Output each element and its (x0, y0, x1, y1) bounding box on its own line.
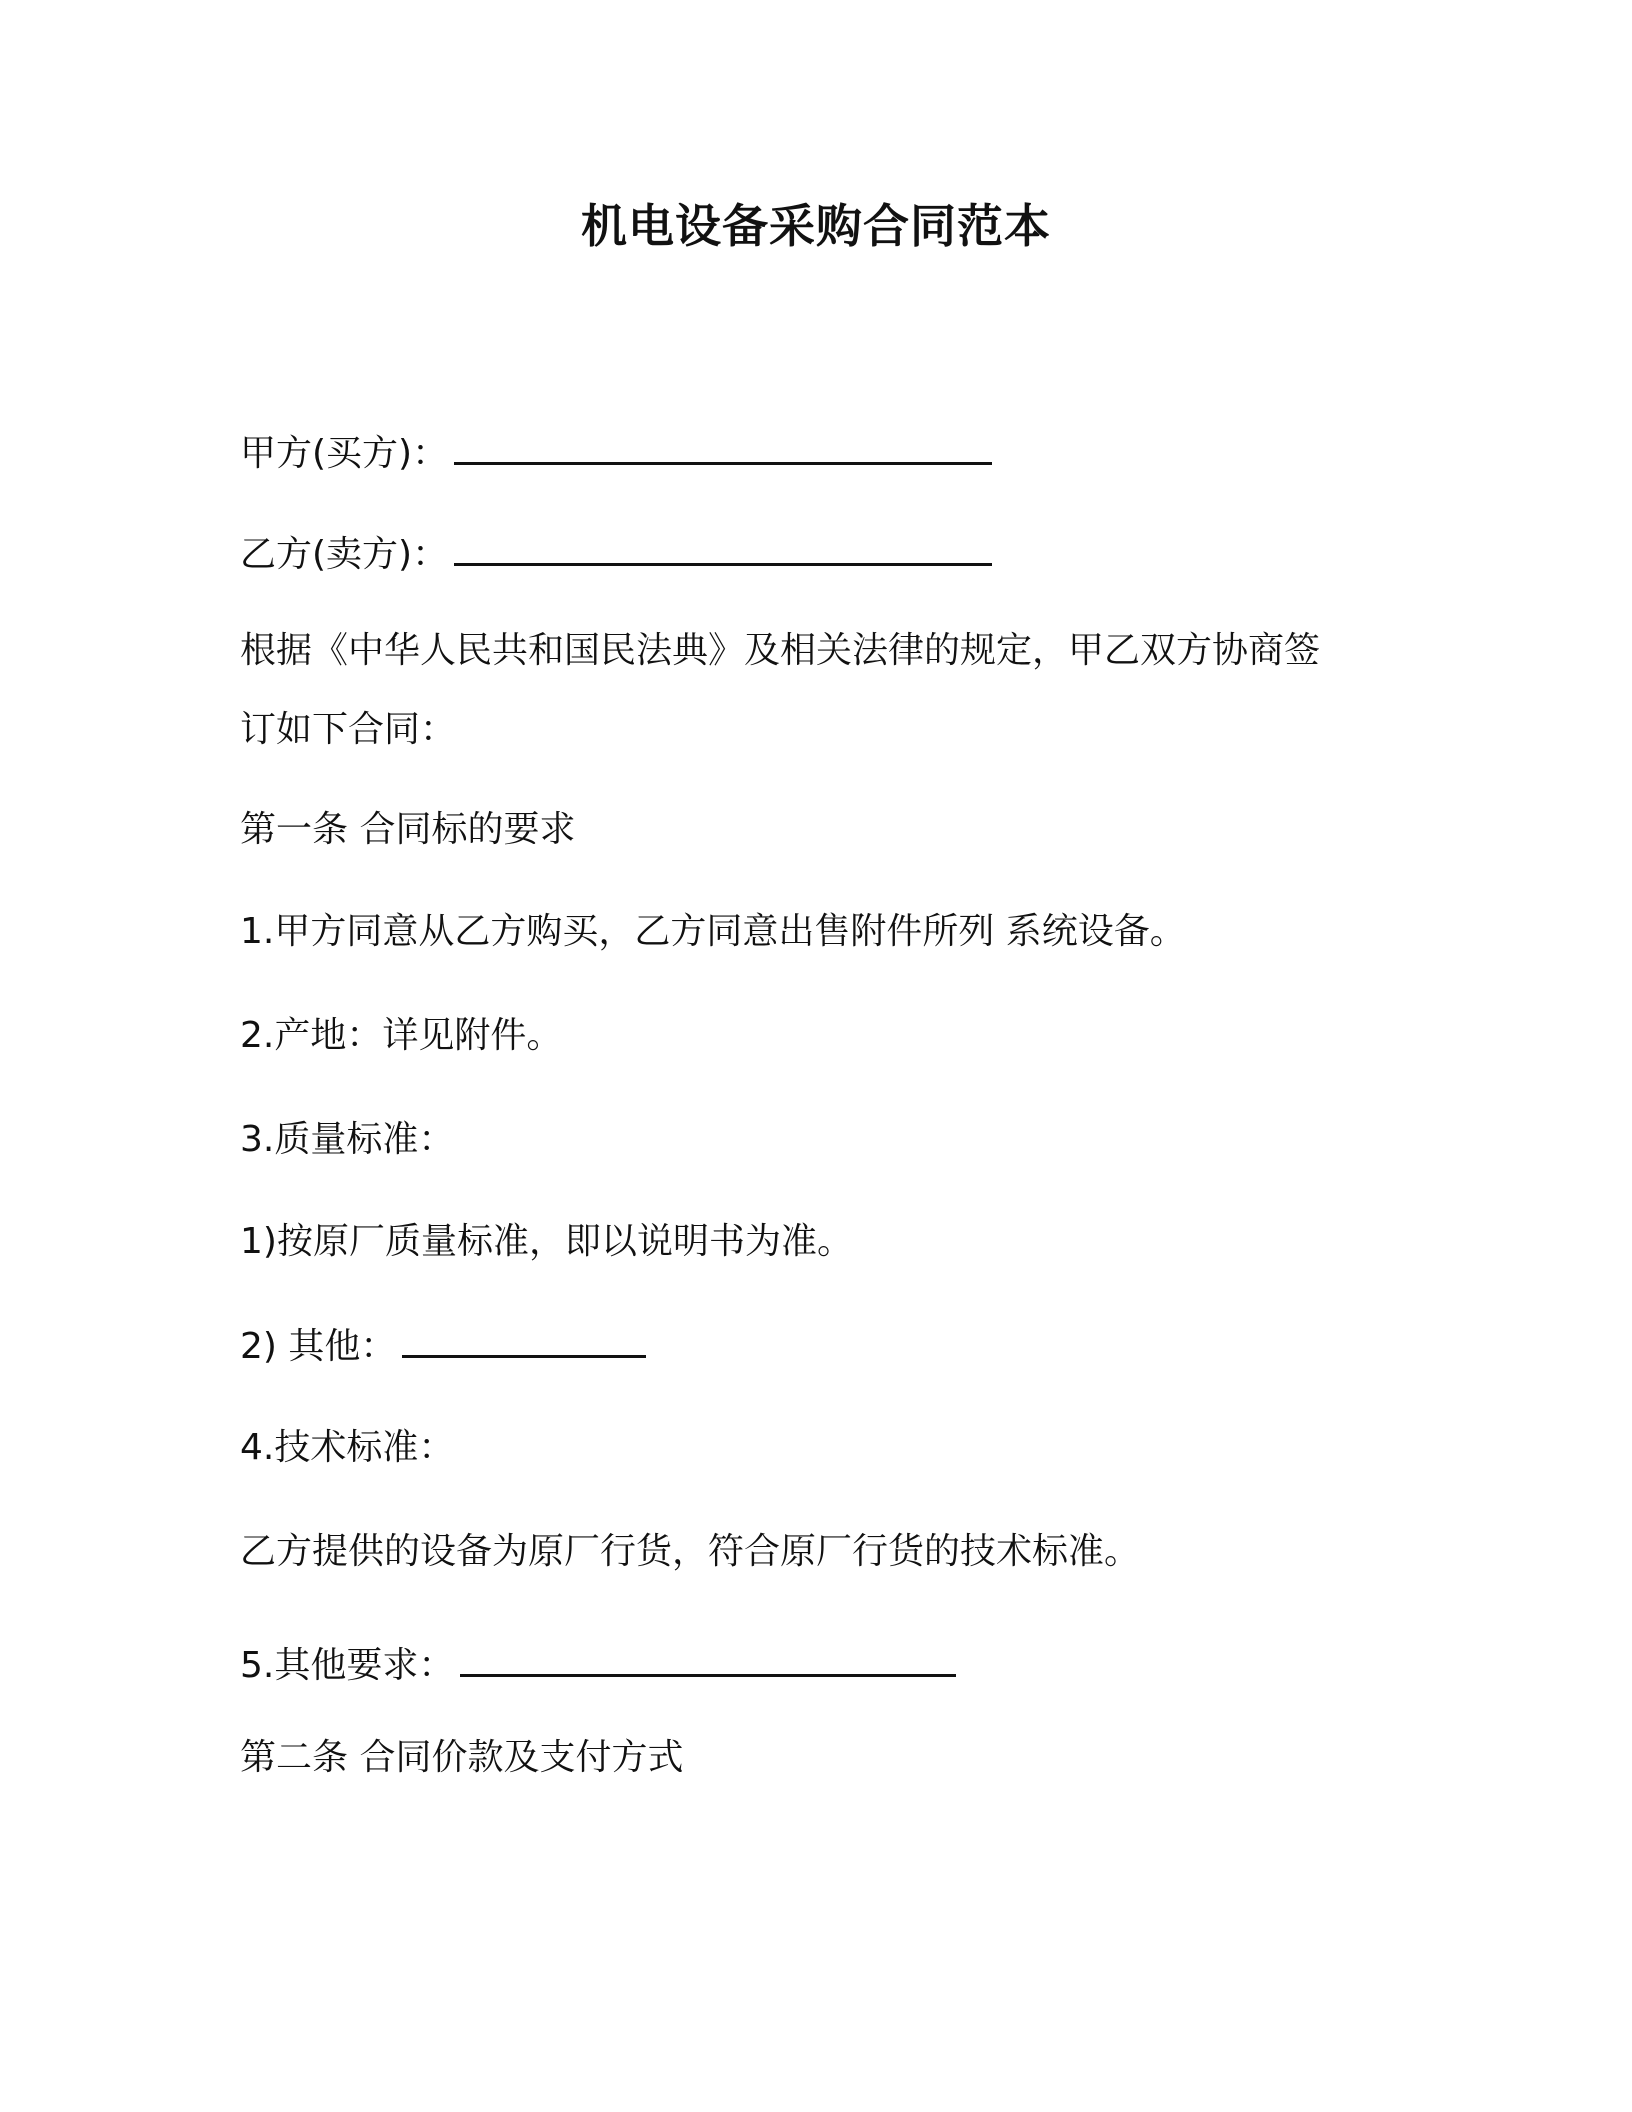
party-b-line (240, 529, 992, 579)
item-3-2-label: 2) 其他： (240, 1326, 397, 1367)
article-1-heading: 第一条 合同标的要求 (240, 809, 576, 850)
item-4: 4.技术标准： (240, 1427, 455, 1468)
item-5-blank[interactable] (460, 1640, 956, 1677)
intro-line-2: 订如下合同： (240, 709, 457, 750)
party-b-label: 乙方(卖方)： (240, 534, 449, 575)
item-3-2-blank[interactable] (402, 1321, 646, 1358)
item-5-line (240, 1640, 956, 1690)
item-1: 1.甲方同意从乙方购买，乙方同意出售附件所列 系统设备。 (240, 911, 1186, 952)
party-a-label: 甲方(买方)： (240, 433, 449, 474)
item-3-2-line (240, 1321, 646, 1371)
party-a-blank[interactable] (454, 428, 992, 465)
party-b-blank[interactable] (454, 529, 992, 566)
party-a-line (240, 428, 992, 478)
page-title: 机电设备采购合同范本 (581, 199, 1051, 253)
item-4-text: 乙方提供的设备为原厂行货，符合原厂行货的技术标准。 (240, 1531, 1141, 1572)
article-2-heading: 第二条 合同价款及支付方式 (240, 1737, 684, 1778)
intro-line-1: 根据《中华人民共和国民法典》及相关法律的规定，甲乙双方协商签 (240, 630, 1321, 671)
item-3-1: 1)按原厂质量标准，即以说明书为准。 (240, 1221, 853, 1262)
item-3: 3.质量标准： (240, 1119, 455, 1160)
item-2: 2.产地：详见附件。 (240, 1015, 563, 1056)
item-5-label: 5.其他要求： (240, 1645, 455, 1686)
